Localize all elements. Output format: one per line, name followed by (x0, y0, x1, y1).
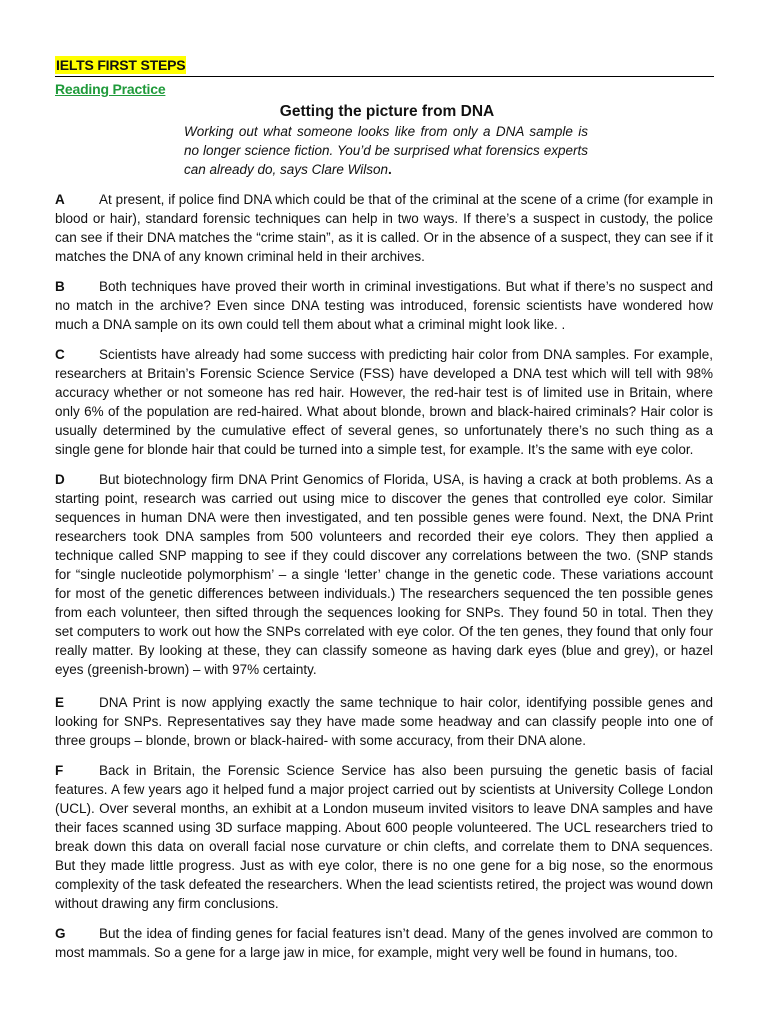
paragraph-letter: G (55, 926, 66, 941)
paragraph-letter: C (55, 347, 65, 362)
paragraph-d (55, 470, 713, 679)
intro-text: Working out what someone looks like from only a DNA sample is no longer science fiction. You’d be surprised what forensics experts can already do, says Clare Wilson (184, 124, 588, 177)
paragraph-text: But biotechnology firm DNA Print Genomics of Florida, USA, is having a crack at both problems. As a starting point, research was carried out using mice to discover the genes that controlled eye color. Similar sequences in human DNA were then investigated, and ten possible genes were found. Next, the DNA Print researchers took DNA samples from 500 volunteers and recorded their eye colors. They then applied a technique called SNP mapping to see if they could discover any correlations between the two. (SNP stands for “single nucleotide polymorphism’ – a single ‘letter’ change in the genetic code. These variations account for most of the genetic differences between individuals.) The researchers sequenced the ten possible genes from each volunteer, then sifted through the sequences looking for SNPs. They found 50 in total. Then they set computers to work out how the SNPs correlated with eye color. Of the ten genes, they found that only four really matter. By looking at these, they can classify someone as having dark eyes (blue and grey), or hazel eyes (greenish-brown) – with 97% certainty. (55, 472, 713, 677)
paragraph-text: Both techniques have proved their worth in criminal investigations. But what if there’s no suspect and no match in the archive? Even since DNA testing was introduced, forensic scientists have wondered how much a DNA sample on its own could tell them about what a criminal might look like. . (55, 279, 713, 332)
article-title: Getting the picture from DNA (279, 103, 495, 120)
paragraph-letter: B (55, 279, 65, 294)
paragraph-text: DNA Print is now applying exactly the same technique to hair color, identifying possible genes and looking for SNPs. Representatives say they have made some headway and can classify people into one of three groups – blonde, brown or black-haired- with some accuracy, from their DNA alone. (55, 695, 713, 748)
document-page (55, 56, 713, 962)
header-rule (55, 76, 714, 77)
paragraph-e (55, 693, 713, 750)
paragraph-letter: D (55, 472, 65, 487)
paragraph-letter: F (55, 763, 64, 778)
paragraph-c (55, 345, 713, 459)
section-label: Reading Practice (55, 81, 166, 97)
paragraph-g (55, 924, 713, 962)
paragraph-letter: E (55, 695, 65, 710)
paragraph-text: But the idea of finding genes for facial features isn’t dead. Many of the genes involved are common to most mammals. So a gene for a large jaw in mice, for example, might very well be found in humans, too. (55, 926, 713, 960)
paragraph-b (55, 277, 713, 334)
paragraph-text: Back in Britain, the Forensic Science Service has also been pursuing the genetic basis of facial features. A few years ago it helped fund a major project carried out by scientists at University College London (UCL). Over several months, an exhibit at a London museum invited visitors to leave DNA samples and have their faces scanned using 3D surface mapping. About 600 people volunteered. The UCL researchers tried to break down this data on overall facial nose curvature or chin clefts, and correlate them to DNA sequences. But they made little progress. Just as with eye color, there is no one gene for a big nose, so the enormous complexity of the task defeated the researchers. When the lead scientists retired, the project was wound down without drawing any firm conclusions. (55, 763, 713, 911)
article-intro (184, 122, 588, 179)
paragraph-a (55, 190, 713, 266)
paragraph-text: Scientists have already had some success with predicting hair color from DNA samples. For example, researchers at Britain’s Forensic Science Service (FSS) have developed a DNA test which will tell with 98% accuracy whether or not someone has red hair. However, the red-hair test is of limited use in Britain, where only 6% of the population are red-haired. What about blonde, brown and black-haired criminals? Hair color is usually determined by the cumulative effect of several genes, so unfortunately there’s no such thing as a single gene for blonde hair that could be turned into a simple test, for example. It’s the same with eye color. (55, 347, 713, 457)
paragraph-letter: A (55, 192, 65, 207)
paragraph-f (55, 761, 713, 913)
paragraph-text: At present, if police find DNA which could be that of the criminal at the scene of a crime (for example in blood or hair), standard forensic techniques can help in two ways. If there’s a suspect in custody, the police can see if their DNA matches the “crime stain”, as it is called. Or in the absence of a suspect, they can see if it matches the DNA of any known criminal held in their archives. (55, 192, 713, 264)
header-label: IELTS FIRST STEPS (56, 57, 186, 73)
intro-end: . (387, 162, 392, 177)
